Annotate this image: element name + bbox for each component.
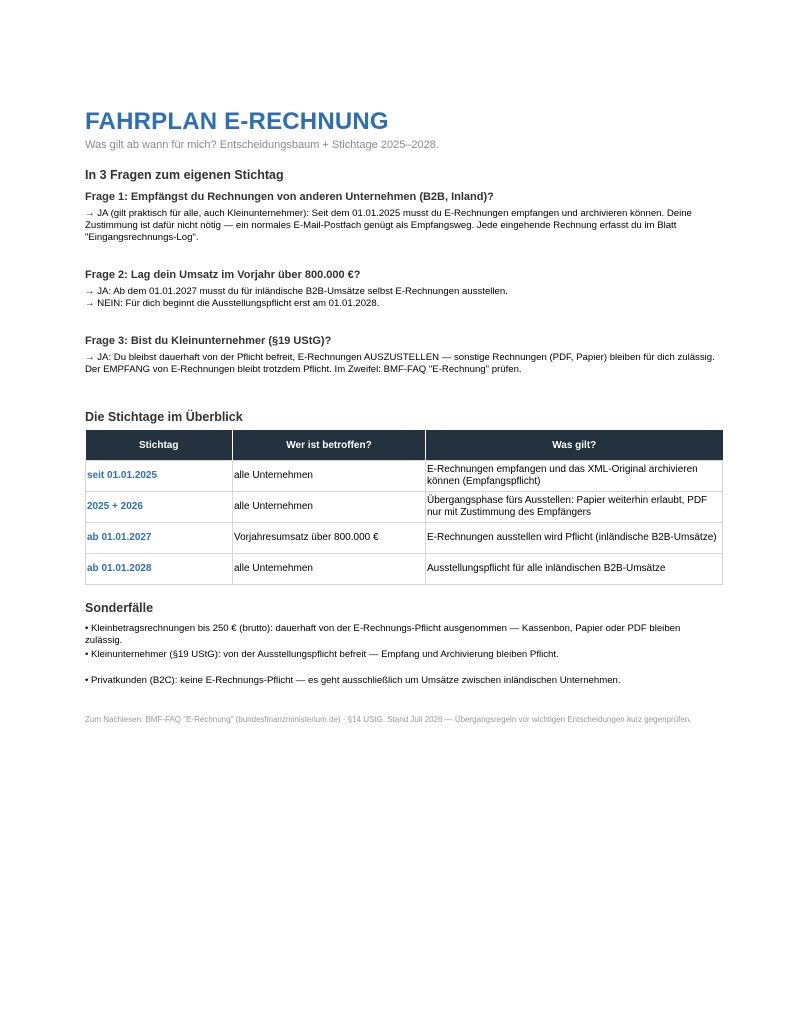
cell-betroffen: alle Unternehmen	[233, 492, 426, 523]
page-subtitle: Was gilt ab wann für mich? Entscheidungsbaum + Stichtage 2025–2028.	[85, 139, 439, 151]
cell-stichtag: ab 01.01.2027	[86, 523, 233, 554]
cell-was-gilt: E-Rechnungen empfangen und das XML-Original archivieren können (Empfangspflicht)	[426, 461, 723, 492]
table-row	[86, 492, 723, 523]
page-title: FAHRPLAN E-RECHNUNG	[85, 108, 389, 135]
cell-stichtag: seit 01.01.2025	[86, 461, 233, 492]
question-3-answer: → JA: Du bleibst dauerhaft von der Pflicht befreit, E-Rechnungen AUSZUSTELLEN — sonstige Rechnungen (PDF, Papier) bleiben für dich zulässig. Der EMPFANG von E-Rechnungen bleibt trotzdem Pflicht. Im Zweifel: BMF-FAQ "E-Rechnung" prüfen.	[85, 352, 715, 375]
table-row	[86, 523, 723, 554]
column-header-betroffen: Wer ist betroffen?	[233, 430, 426, 461]
question-2	[85, 268, 721, 310]
cell-betroffen: alle Unternehmen	[233, 554, 426, 585]
special-heading: Sonderfälle	[85, 601, 154, 615]
column-header-was-gilt: Was gilt?	[426, 430, 723, 461]
cell-betroffen: alle Unternehmen	[233, 461, 426, 492]
question-1	[85, 190, 721, 244]
question-3	[85, 334, 721, 376]
column-header-stichtag: Stichtag	[86, 430, 233, 461]
decision-heading: In 3 Fragen zum eigenen Stichtag	[85, 168, 284, 182]
cell-stichtag: 2025 + 2026	[86, 492, 233, 523]
question-2-title: Frage 2: Lag dein Umsatz im Vorjahr über 800.000 €?	[85, 269, 361, 281]
question-2-answer-no: → NEIN: Für dich beginnt die Ausstellungspflicht erst am 01.01.2028.	[85, 298, 380, 309]
special-item-kleinbetrag: • Kleinbetragsrechnungen bis 250 € (brutto): dauerhaft von der E-Rechnungs-Pflicht ausgenommen — Kassenbon, Papier oder PDF bleiben zulässig.	[85, 623, 681, 646]
question-2-answer-yes: → JA: Ab dem 01.01.2027 musst du für inländische B2B-Umsätze selbst E-Rechnungen ausstellen.	[85, 286, 508, 297]
table-header-row	[86, 430, 723, 461]
cell-betroffen: Vorjahresumsatz über 800.000 €	[233, 523, 426, 554]
dates-heading: Die Stichtage im Überblick	[85, 410, 243, 424]
question-1-title: Frage 1: Empfängst du Rechnungen von anderen Unternehmen (B2B, Inland)?	[85, 191, 494, 203]
question-1-answer: → JA (gilt praktisch für alle, auch Kleinunternehmer): Seit dem 01.01.2025 musst du E-Rechnungen empfangen und archivieren können. Deine Zustimmung ist dafür nicht nötig — ein normales E-Mail-Postfach genügt als Empfangsweg. Jede eingehende Rechnung erfasst du im Blatt "Eingangsrechnungs-Log".	[85, 208, 692, 243]
footer-note: Zum Nachlesen: BMF-FAQ "E-Rechnung" (bundesfinanzministerium.de) · §14 UStG. Stand Juli 2026 — Übergangsregeln vor wichtigen Entscheidungen kurz gegenprüfen.	[85, 715, 692, 724]
cell-was-gilt: Ausstellungspflicht für alle inländischen B2B-Umsätze	[426, 554, 723, 585]
special-item-privatkunden: • Privatkunden (B2C): keine E-Rechnungs-Pflicht — es geht ausschließlich um Umsätze zwischen inländischen Unternehmen.	[85, 675, 621, 686]
cell-was-gilt: E-Rechnungen ausstellen wird Pflicht (inländische B2B-Umsätze)	[426, 523, 723, 554]
special-item-kleinunternehmer: • Kleinunternehmer (§19 UStG): von der Ausstellungspflicht befreit — Empfang und Archivierung bleiben Pflicht.	[85, 649, 559, 660]
table-row	[86, 461, 723, 492]
cell-stichtag: ab 01.01.2028	[86, 554, 233, 585]
table-row	[86, 554, 723, 585]
document-content	[85, 108, 721, 724]
cell-was-gilt: Übergangsphase fürs Ausstellen: Papier weiterhin erlaubt, PDF nur mit Zustimmung des Empfängers	[426, 492, 723, 523]
question-3-title: Frage 3: Bist du Kleinunternehmer (§19 UStG)?	[85, 335, 332, 347]
dates-table	[85, 430, 723, 585]
